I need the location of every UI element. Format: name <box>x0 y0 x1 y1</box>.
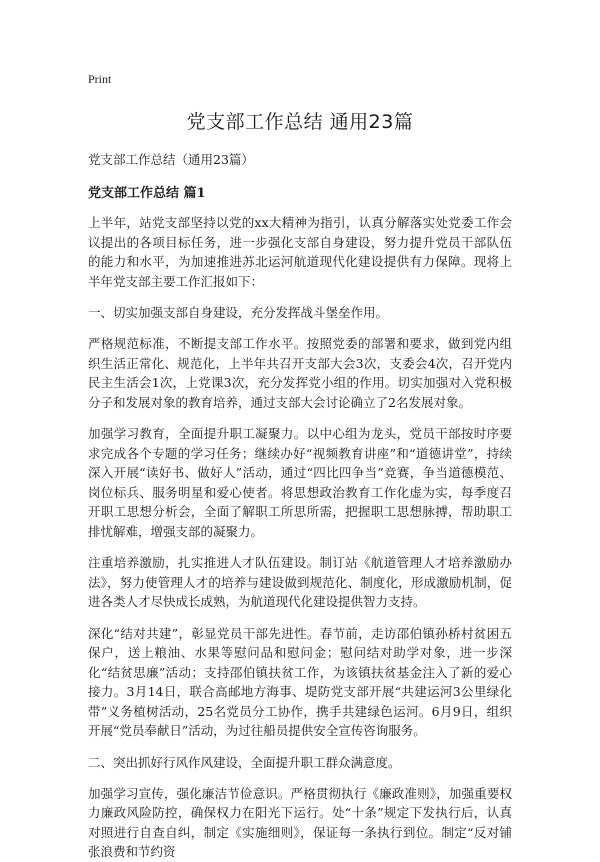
paragraph-integrity: 加强学习宣传，强化廉洁节俭意识。严格贯彻执行《廉政准则》，加强重要权力廉政风险防控，确保权力在阳光下运行。处“十条”规定下发执行后，认真对照进行自查自纠，制定《实施细则》，保证每一条执行到位。制定“反对铺张浪费和节约资 <box>88 785 512 859</box>
paragraph-partnership: 深化“结对共建”，彰显党员干部先进性。春节前，走访邵伯镇孙桥村贫困五保户，送上粮油、水果等慰问品和慰问金；慰问结对助学对象，进一步深化“结贫思廉”活动；支持邵伯镇扶贫工作，为该镇扶贫基金注入了新的爱心接力。3月14日，联合高邮地方海事、堤防党支部开展“共建运河3公里绿化带”义务植树活动，25名党员分工协作，携手共建绿色运河。6月9日，组织开展“党员奉献日”活动，为过往船员提供安全宣传咨询服务。 <box>88 625 512 738</box>
paragraph-talent: 注重培养激励，扎实推进人才队伍建设。制订站《航道管理人才培养激励办法》，努力使管理人才的培养与建设做到规范化、制度化，形成激励机制，促进各类人才尽快成长成熟，为航道现代化建设提供智力支持。 <box>88 555 512 609</box>
paragraph-education: 加强学习教育，全面提升职工凝聚力。以中心组为龙头，党员干部按时序要求完成各个专题的学习任务；继续办好“视频教育讲座”和“道德讲堂”，持续深入开展“读好书、做好人”活动，通过“四比四争当”竞赛，争当道德模范、岗位标兵、服务明星和爱心使者。将思想政治教育工作化虚为实，每季度召开职工思想分析会，全面了解职工所思所需，把握职工思想脉搏，帮助职工排忧解难，增强支部的凝聚力。 <box>88 426 512 539</box>
paragraph-standards: 严格规范标准，不断提支部工作水平。按照党委的部署和要求，做到党内组织生活正常化、规范化，上半年共召开支部大会3次，支委会4次，召开党内民主生活会1次，上党课3次，充分发挥党小组的作用。切实加强对入党积极分子和发展对象的教育培养，通过支部大会讨论确立了2名发展对象。 <box>88 336 512 410</box>
heading-part-one: 一、切实加强支部自身建设，充分发挥战斗堡垒作用。 <box>88 305 389 320</box>
document-title: 党支部工作总结 通用23篇 <box>186 111 414 133</box>
paragraph-intro: 上半年，站党支部坚持以党的xx大精神为指引，认真分解落实处党委工作会议提出的各项目标任务，进一步强化支部自身建设，努力提升党员干部队伍的能力和水平，为加速推进苏北运河航道现代化建设提供有力保障。现将上半年党支部主要工作汇报如下： <box>88 215 512 289</box>
document-subtitle: 党支部工作总结（通用23篇） <box>88 152 254 167</box>
heading-part-two: 二、突出抓好行风作风建设，全面提升职工群众满意度。 <box>88 754 401 770</box>
print-link[interactable]: Print <box>88 72 112 86</box>
section-heading: 党支部工作总结 篇1 <box>88 186 206 201</box>
